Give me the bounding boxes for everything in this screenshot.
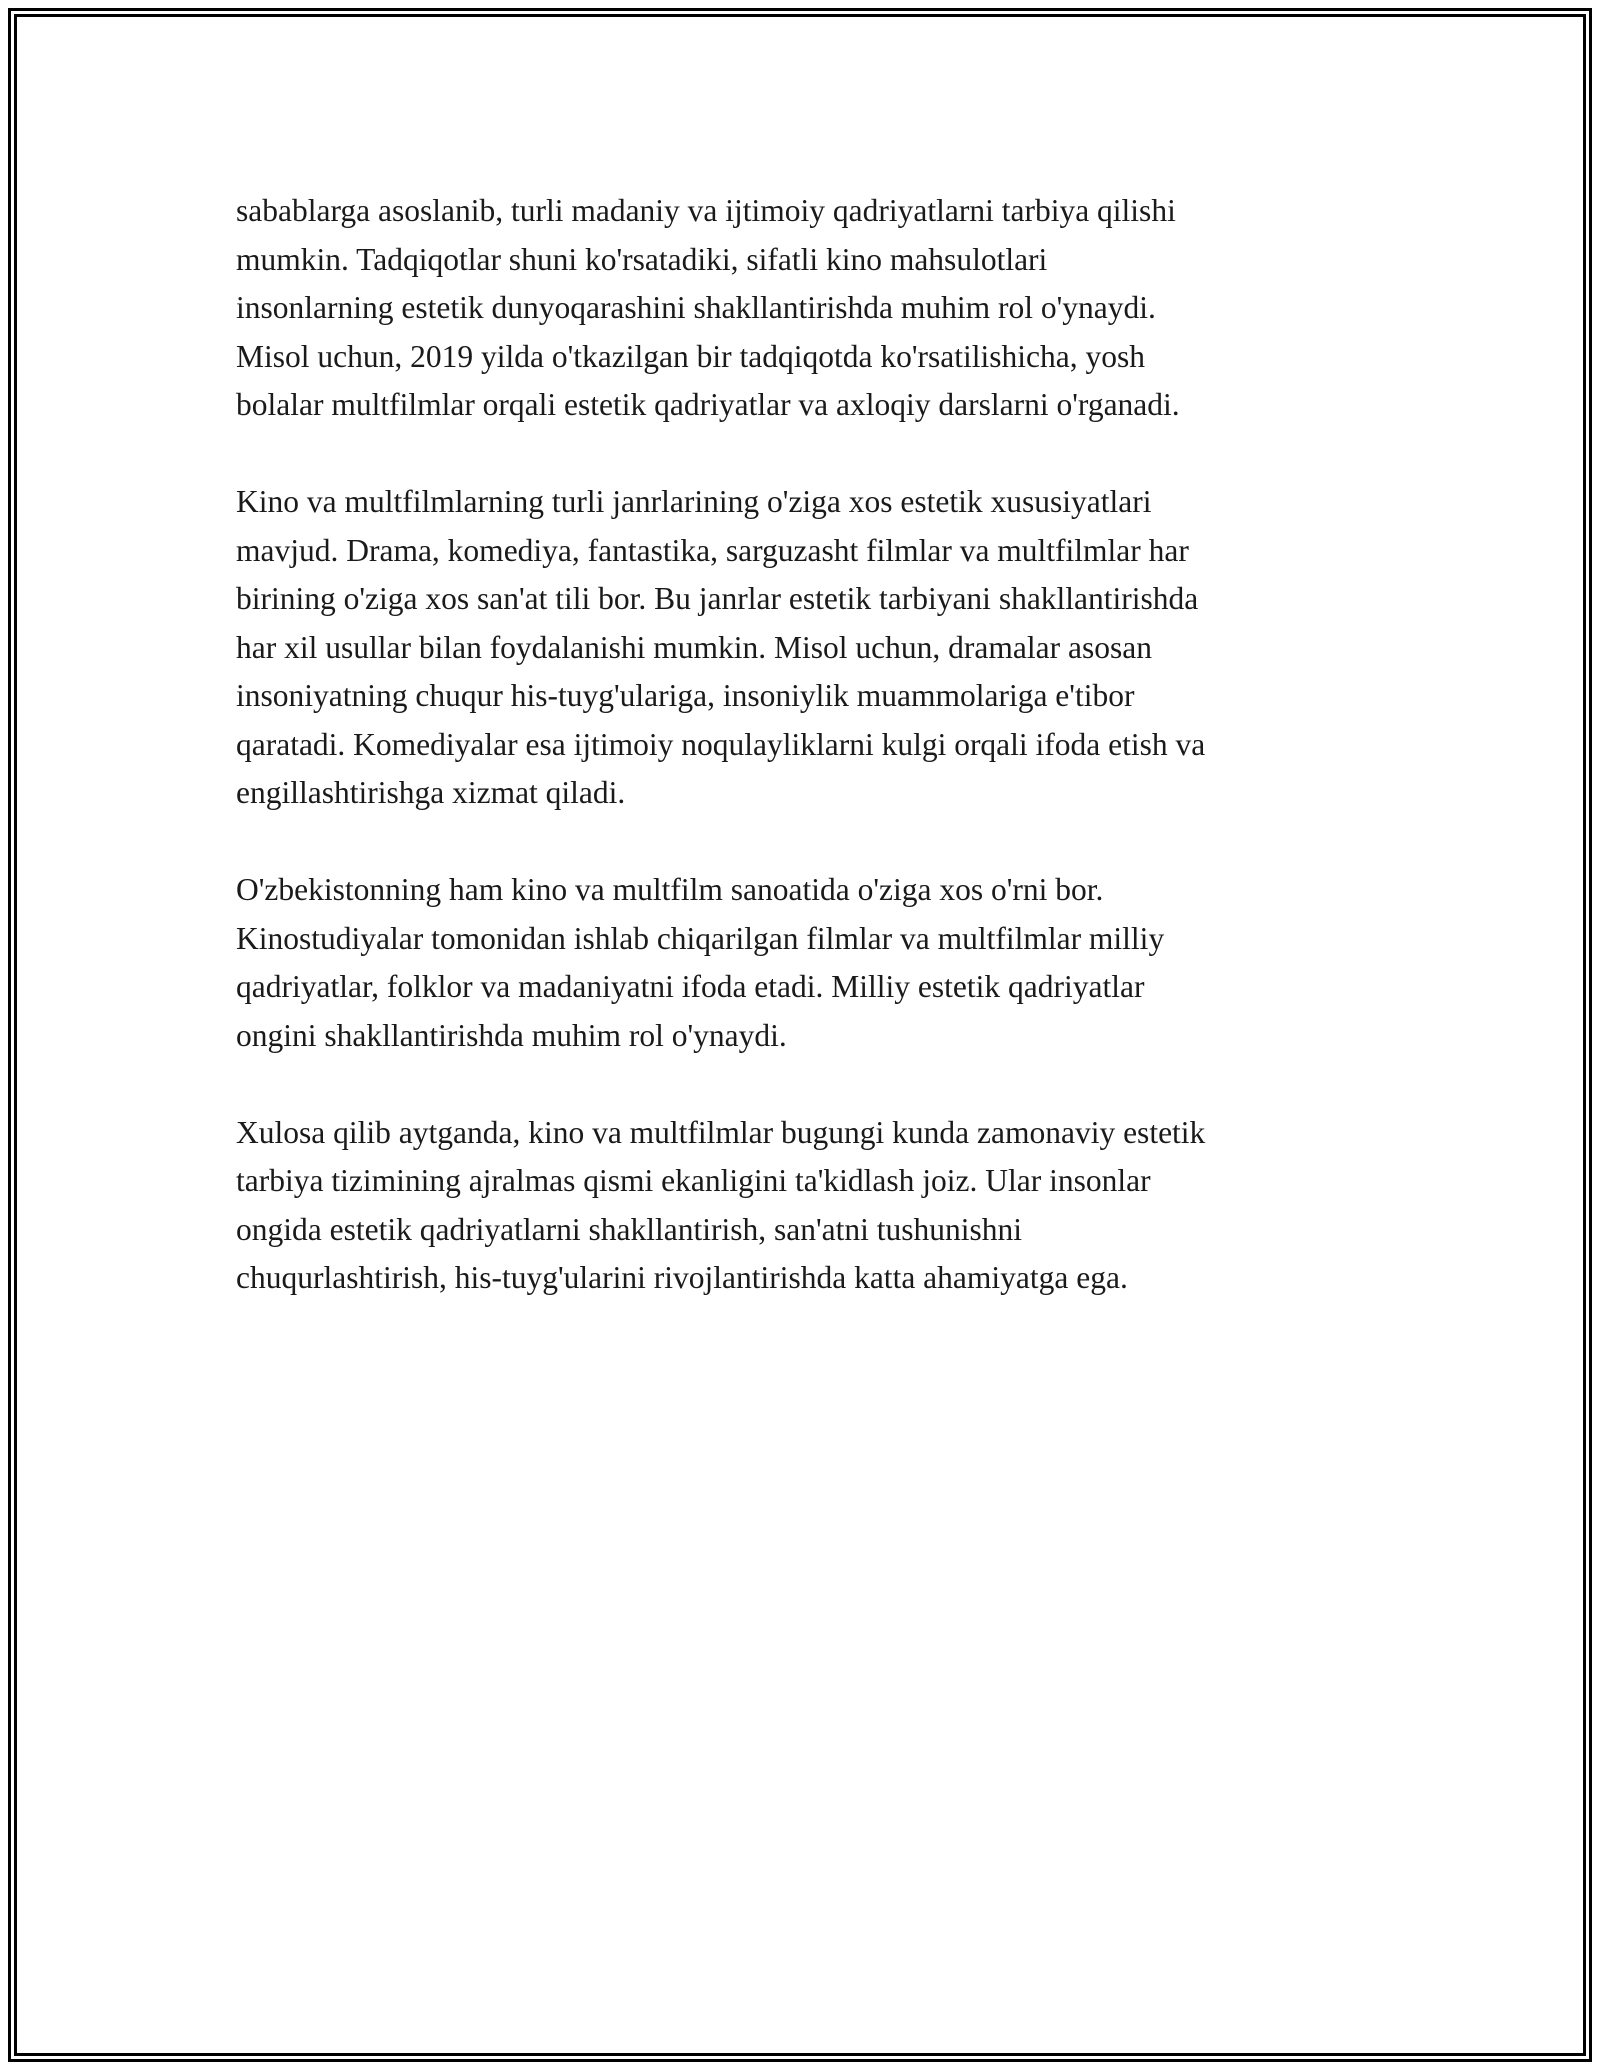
- text-line: Xulosa qilib aytganda, kino va multfilmlar bugungi kunda zamonaviy estetik: [236, 1114, 1206, 1150]
- text-line: birining o'ziga xos san'at tili bor. Bu janrlar estetik tarbiyani shakllantirishda: [236, 581, 1199, 616]
- text-line: mavjud. Drama, komediya, fantastika, sarguzasht filmlar va multfilmlar har: [236, 532, 1189, 568]
- text-line: O'zbekistonning ham kino va multfilm sanoatida o'ziga xos o'rni bor.: [236, 872, 1104, 907]
- text-line: ongini shakllantirishda muhim rol o'ynaydi.: [236, 1017, 787, 1053]
- text-line: chuqurlashtirish, his-tuyg'ularini rivojlantirishda katta ahamiyatga ega.: [236, 1260, 1128, 1295]
- text-line: sabablarga asoslanib, turli madaniy va ijtimoiy qadriyatlarni tarbiya qilishi: [236, 193, 1176, 228]
- text-line: ongida estetik qadriyatlarni shakllantirish, san'atni tushunishni: [236, 1211, 1023, 1247]
- text-line: engillashtirishga xizmat qiladi.: [236, 775, 626, 810]
- text-line: insoniyatning chuqur his-tuyg'ulariga, insoniylik muammolariga e'tibor: [236, 678, 1135, 713]
- text-line: bolalar multfilmlar orqali estetik qadriyatlar va axloqiy darslarni o'rganadi.: [236, 387, 1180, 422]
- text-line: Kino va multfilmlarning turli janrlarining o'ziga xos estetik xususiyatlari: [236, 484, 1152, 519]
- text-line: Kinostudiyalar tomonidan ishlab chiqarilgan filmlar va multfilmlar milliy: [236, 920, 1165, 956]
- text-line: Misol uchun, 2019 yilda o'tkazilgan bir tadqiqotda ko'rsatilishicha, yosh: [236, 338, 1145, 374]
- text-line: qaratadi. Komediyalar esa ijtimoiy noqulayliklarni kulgi orqali ifoda etish va: [236, 726, 1206, 762]
- text-line: har xil usullar bilan foydalanishi mumkin. Misol uchun, dramalar asosan: [236, 629, 1152, 665]
- document-body: [236, 187, 1376, 1303]
- text-line: tarbiya tizimining ajralmas qismi ekanligini ta'kidlash joiz. Ular insonlar: [236, 1163, 1151, 1198]
- text-line: insonlarning estetik dunyoqarashini shakllantirishda muhim rol o'ynaydi.: [236, 290, 1156, 325]
- paragraph: [236, 187, 1376, 430]
- paragraph: [236, 478, 1376, 818]
- paragraph: [236, 1109, 1376, 1303]
- text-line: qadriyatlar, folklor va madaniyatni ifoda etadi. Milliy estetik qadriyatlar: [236, 969, 1145, 1004]
- text-line: mumkin. Tadqiqotlar shuni ko'rsatadiki, sifatli kino mahsulotlari: [236, 241, 1048, 277]
- paragraph: [236, 866, 1376, 1060]
